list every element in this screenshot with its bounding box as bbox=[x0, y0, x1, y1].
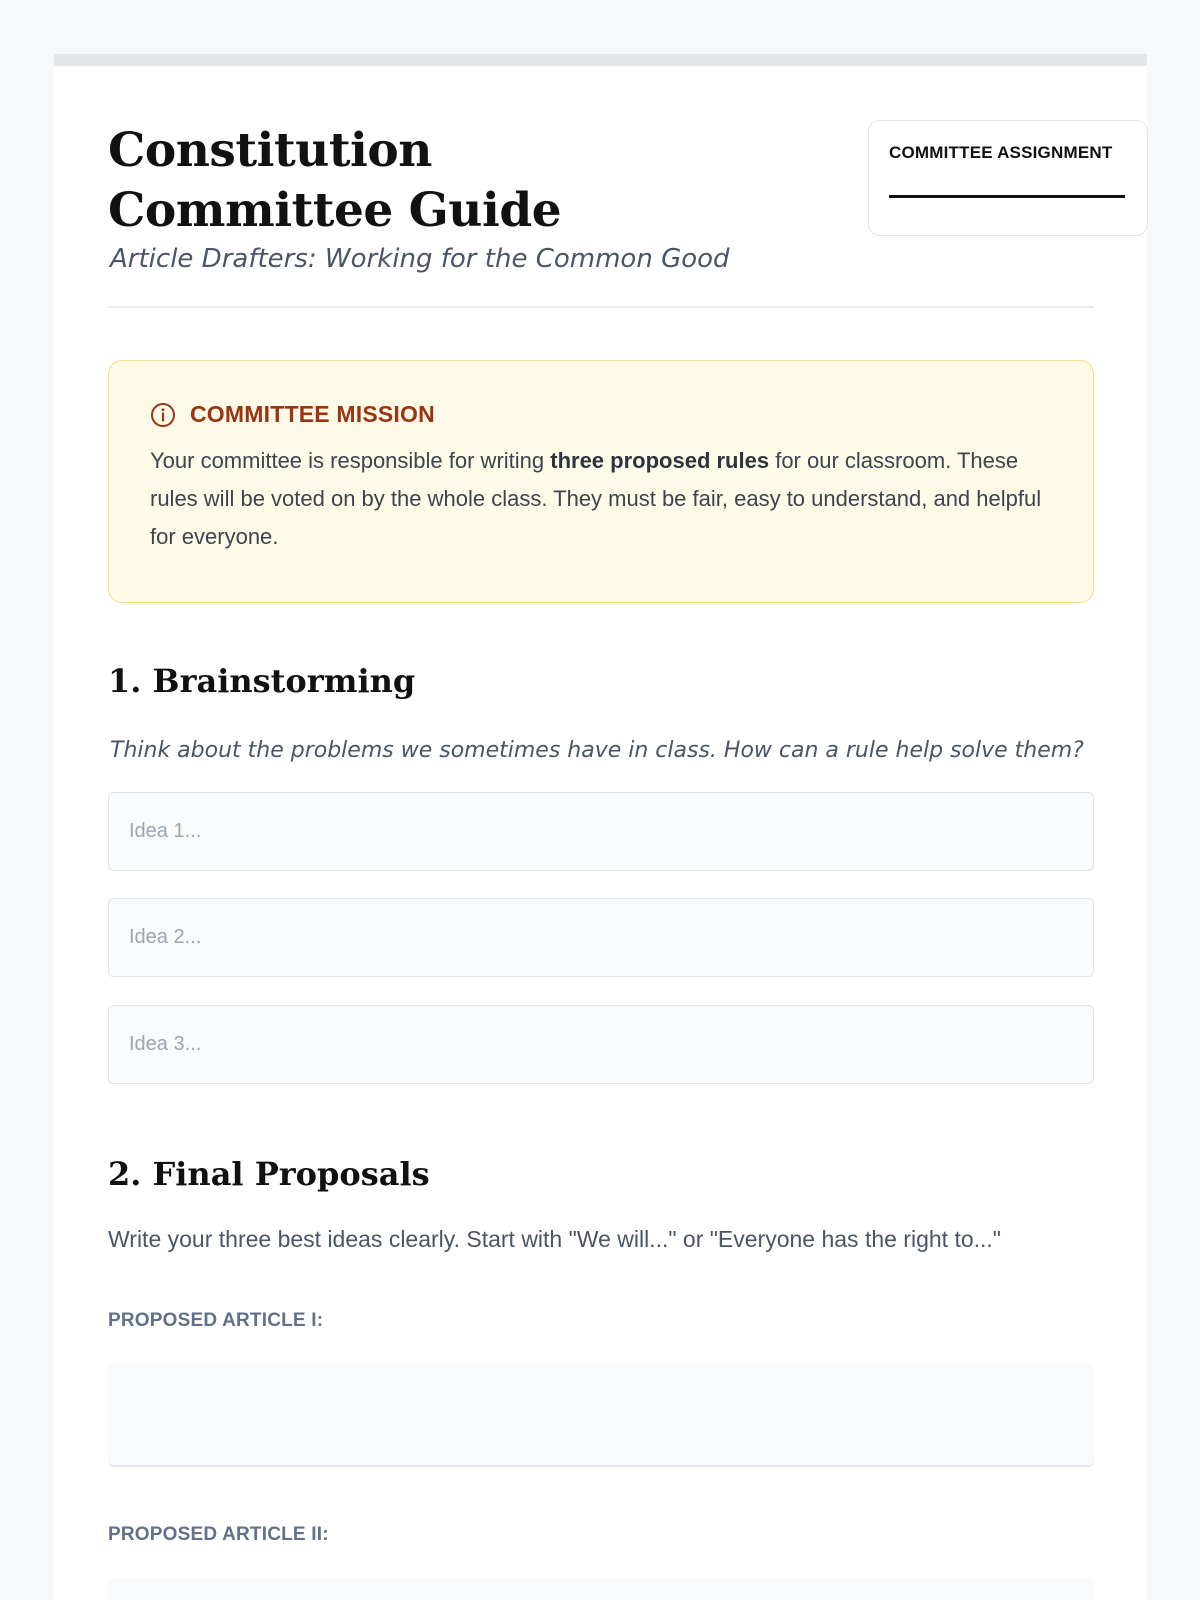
article-1-label: PROPOSED ARTICLE I: bbox=[108, 1310, 324, 1331]
committee-assignment-label: COMMITTEE ASSIGNMENT bbox=[889, 143, 1113, 162]
brainstorming-heading: 1. Brainstorming bbox=[108, 662, 416, 700]
idea-3-input[interactable] bbox=[108, 1005, 1094, 1084]
page-title: Constitution Committee Guide bbox=[108, 123, 562, 238]
worksheet-page bbox=[54, 54, 1147, 1600]
committee-assignment-blank[interactable] bbox=[889, 195, 1125, 198]
mission-callout bbox=[108, 360, 1094, 603]
mission-title: COMMITTEE MISSION bbox=[190, 401, 435, 427]
mission-text-emphasis: three proposed rules bbox=[550, 448, 770, 473]
idea-1-input[interactable] bbox=[108, 792, 1094, 871]
brainstorming-instructions: Think about the problems we sometimes have in class. How can a rule help solve them? bbox=[110, 738, 1084, 763]
final-proposals-heading: 2. Final Proposals bbox=[108, 1155, 430, 1193]
final-proposals-instructions: Write your three best ideas clearly. Start with "We will..." or "Everyone has the right to..." bbox=[108, 1226, 1001, 1252]
page-subtitle: Article Drafters: Working for the Common Good bbox=[110, 244, 730, 274]
mission-text-end: for our classroom. These rules will be voted on by the whole class. They must be fair, easy to understand, and helpful for everyone. bbox=[150, 448, 1042, 549]
committee-assignment-box bbox=[868, 120, 1148, 236]
article-1-textarea[interactable] bbox=[108, 1363, 1094, 1467]
mission-text-start: Your committee is responsible for writing bbox=[150, 448, 551, 473]
idea-2-input[interactable] bbox=[108, 898, 1094, 977]
mission-text bbox=[150, 442, 1060, 556]
info-icon bbox=[150, 402, 176, 428]
article-2-textarea[interactable] bbox=[108, 1578, 1094, 1600]
article-2-label: PROPOSED ARTICLE II: bbox=[108, 1524, 329, 1545]
header-divider bbox=[108, 306, 1094, 308]
mission-header bbox=[150, 401, 1053, 428]
